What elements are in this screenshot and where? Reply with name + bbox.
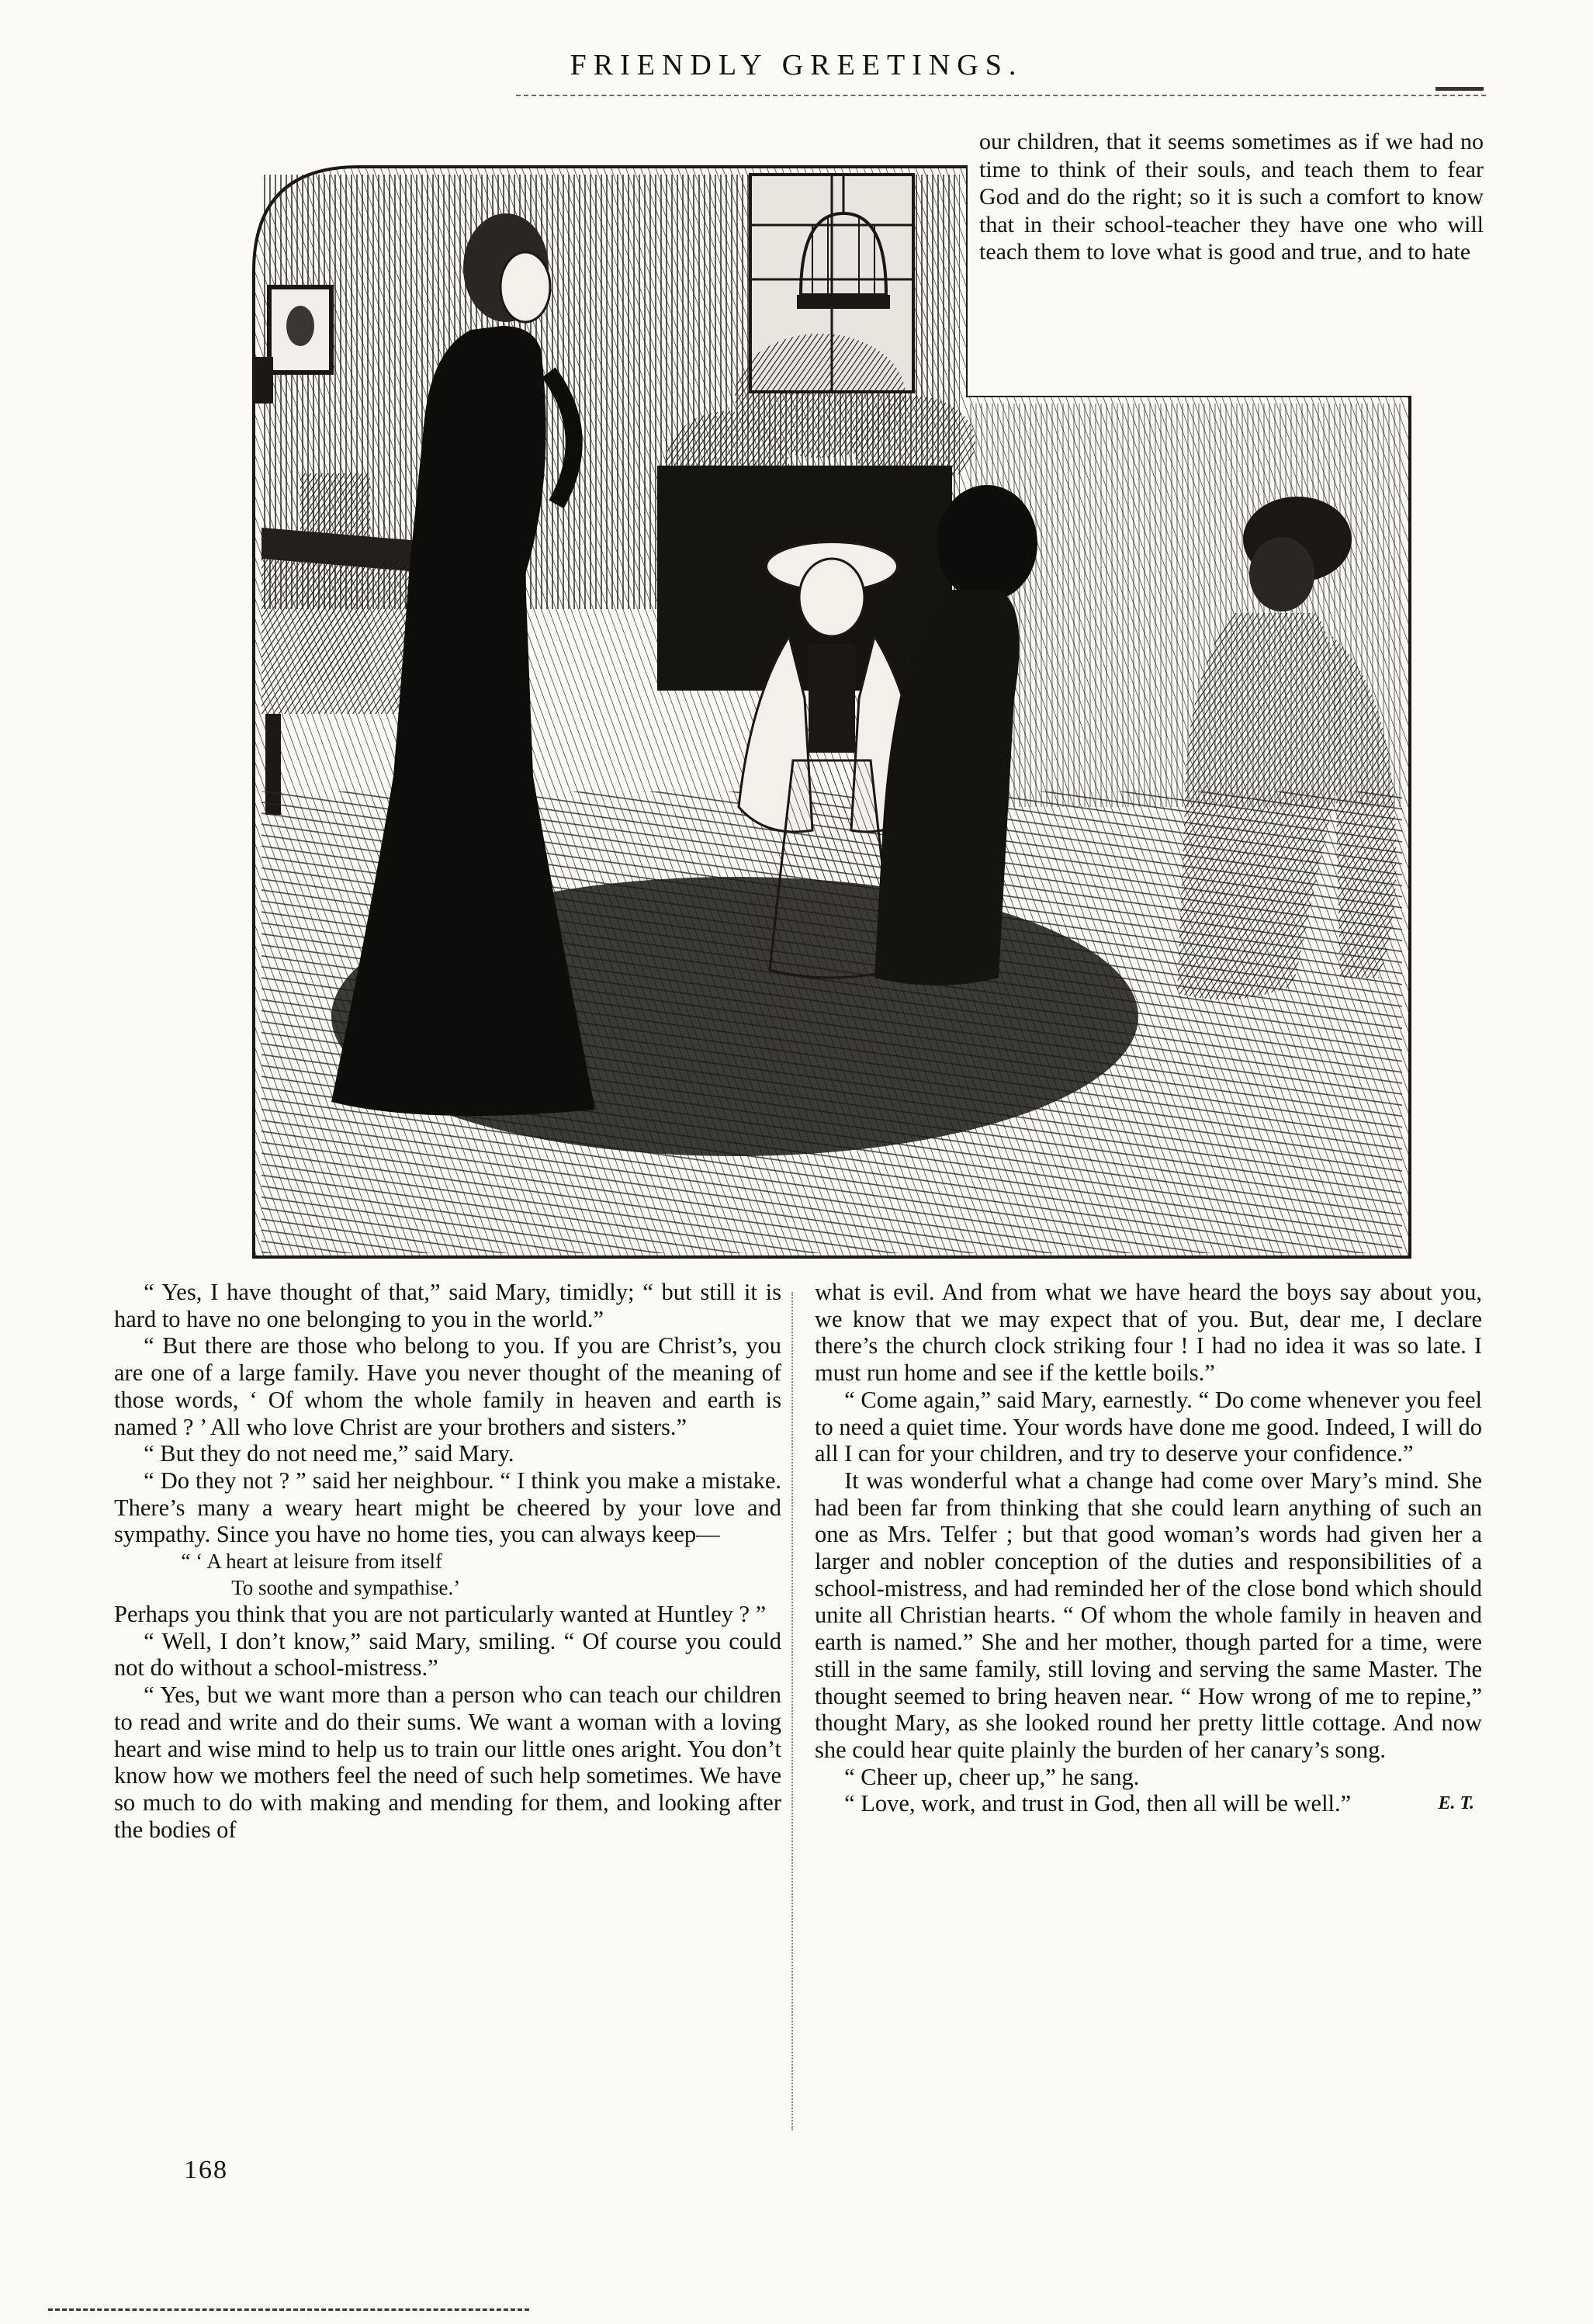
page-header: FRIENDLY GREETINGS.	[570, 49, 1023, 81]
engraving-illustration	[192, 140, 1418, 1265]
verse-line: To soothe and sympathise.’	[231, 1576, 461, 1600]
closing-line: “ Love, work, and trust in God, then all will be well.”	[844, 1790, 1352, 1817]
paragraph: “ Cheer up, cheer up,” he sang.	[844, 1763, 1140, 1790]
page-number: 168	[184, 2156, 228, 2184]
paragraph: Perhaps you think that you are not particularly wanted at Huntley ? ”	[114, 1601, 767, 1628]
paragraph: “ But they do not need me,” said Mary.	[144, 1440, 514, 1467]
paragraph: “ Yes, but we want more than a person who can teach our children to read and write and do their sums. We want a woman with a loving heart and wise mind to help us to train our little ones aright. You don’t know how we mothers feel the need of such help sometimes. We have so much to do with making and mending for them, and looking after the bodies of	[114, 1682, 781, 1843]
paragraph: “ Come again,” said Mary, earnestly. “ Do come whenever you feel to need a quiet time. Your words have done me good. Indeed, I will do all I can for your children, and try to deserve your confidence.”	[815, 1386, 1482, 1467]
paragraph: “ But there are those who belong to you. If you are Christ’s, you are one of a large family. Have you never thought of the meaning of those words, ‘ Of whom the whole family in heaven and earth is named ? ’ All who love Christ are your brothers and sisters.”	[114, 1332, 781, 1440]
author-signature: E. T.	[1438, 1793, 1474, 1814]
left-text-column	[114, 1279, 781, 1843]
column-divider	[791, 1292, 793, 2130]
header-rule	[516, 95, 1486, 96]
paragraph: “ Yes, I have thought of that,” said Mary, timidly; “ but still it is hard to have no one belonging to you in the world.”	[114, 1279, 781, 1332]
header-rule-accent	[1435, 87, 1484, 91]
footer-rule	[48, 2308, 529, 2311]
top-right-paragraph: our children, that it seems sometimes as if we had no time to think of their souls, and teach them to fear God and do the right; so it is such a comfort to know that in their school-teacher they have one who will teach them to love what is good and true, and to hate	[979, 129, 1484, 265]
paragraph: It was wonderful what a change had come over Mary’s mind. She had been far from thinking that she could learn anything of such an one as Mrs. Telfer ; but that good woman’s words had given her a larger and nobler conception of the duties and responsibilities of a school-mistress, and had reminded her of the close bond which should unite all Christian hearts. “ Of whom the whole family in heaven and earth is named.” She and her mother, though parted for a time, were still in the same family, still loving and serving the same Master. The thought seemed to bring heaven near. “ How wrong of me to repine,” thought Mary, as she looked round her pretty little cottage. And now she could hear quite plainly the burden of her canary’s song.	[815, 1467, 1482, 1763]
wall-portrait-icon	[269, 287, 331, 372]
paragraph: “ Do they not ? ” said her neighbour. “ I think you make a mistake. There’s many a weary heart might be cheered by your love and sympathy. Since you have no home ties, you can always keep—	[114, 1467, 781, 1548]
verse-line: “ ‘ A heart at leisure from itself	[181, 1550, 443, 1574]
top-right-text-column	[979, 128, 1484, 266]
right-text-column	[815, 1279, 1482, 1817]
paragraph: what is evil. And from what we have heard the boys say about you, we know that we may expect that of you. But, dear me, I declare there’s the church clock striking four ! I had no idea it was so late. I must run home and see if the kettle boils.”	[815, 1279, 1482, 1387]
paragraph	[815, 1790, 1482, 1817]
paragraph: “ Well, I don’t know,” said Mary, smiling. “ Of course you could not do without a school-mistress.”	[114, 1627, 781, 1682]
